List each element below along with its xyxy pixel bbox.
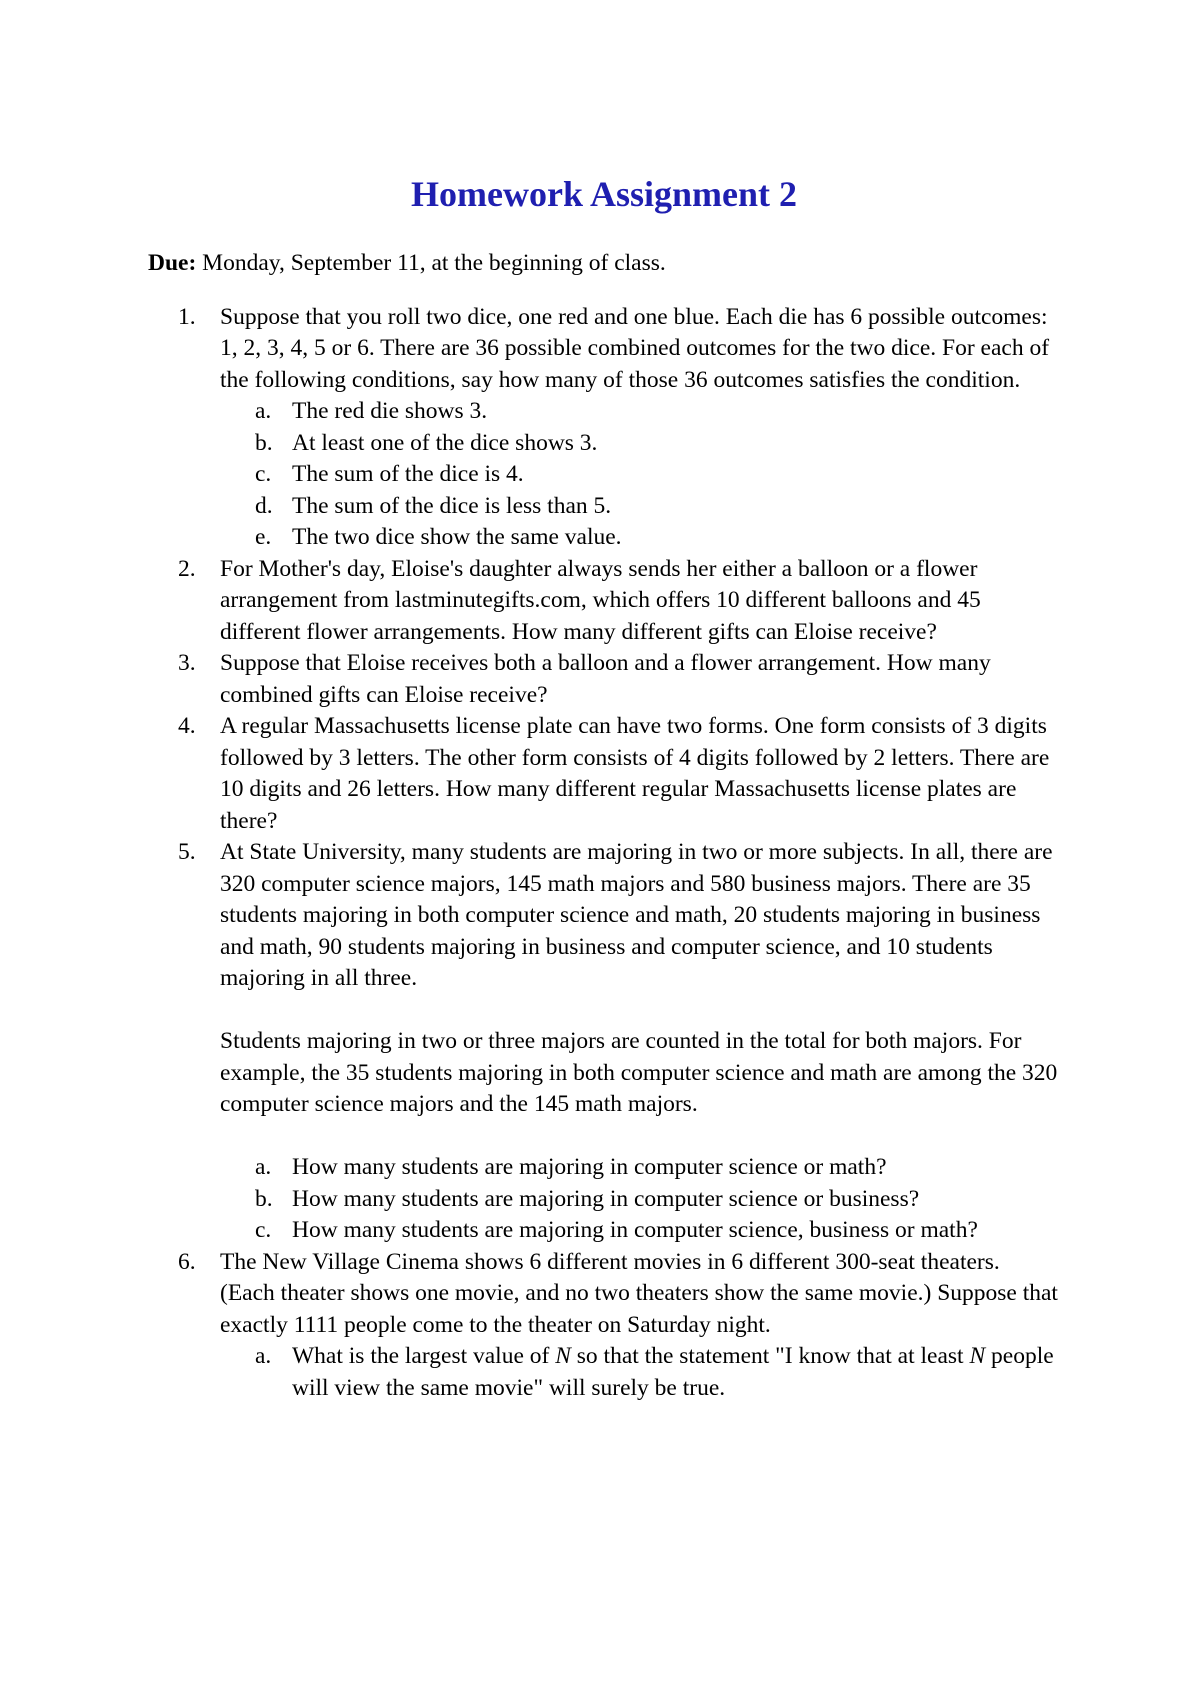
- sub-question-text-end: people will view the same movie" will surely be true.: [292, 1343, 1054, 1401]
- sub-question-text: At least one of the dice shows 3.: [292, 429, 598, 456]
- sub-question: [220, 1341, 1060, 1404]
- sub-question-letter: b.: [255, 1185, 273, 1212]
- due-line: [148, 248, 1060, 280]
- sub-question-list: [220, 1341, 1060, 1404]
- sub-question-text-start: What is the largest value of: [292, 1343, 556, 1369]
- sub-question-text: [292, 1343, 1054, 1401]
- sub-question: [220, 1215, 1060, 1247]
- due-label: Due:: [148, 250, 197, 276]
- variable-n: N: [555, 1343, 571, 1369]
- sub-question: [220, 1152, 1060, 1184]
- sub-question-letter: a.: [255, 1154, 272, 1180]
- variable-n: N: [969, 1343, 986, 1369]
- sub-question-text: The sum of the dice is less than 5.: [292, 492, 612, 519]
- problem-1: [148, 302, 1060, 554]
- sub-question-letter: a.: [255, 1343, 272, 1369]
- sub-question-letter: e.: [255, 524, 272, 550]
- sub-question-list: [220, 1152, 1060, 1247]
- sub-question: [220, 428, 1060, 460]
- sub-question: [220, 459, 1060, 491]
- problem-text: The New Village Cinema shows 6 different movies in 6 different 300-seat theaters. (Each theater shows one movie, and no two theaters show the same movie.) Suppose that exactly 1111 people come to the theater on Saturday night.: [220, 1248, 1058, 1338]
- sub-question: [220, 522, 1060, 554]
- problem-text: Suppose that Eloise receives both a balloon and a flower arrangement. How many combined gifts can Eloise receive?: [220, 650, 991, 708]
- sub-question: [220, 396, 1060, 428]
- problem-number: 1.: [178, 303, 196, 330]
- sub-question-text: The two dice show the same value.: [292, 524, 622, 550]
- problem-4: [148, 711, 1060, 837]
- sub-question-letter: c.: [255, 461, 272, 487]
- problem-text-continued: Students majoring in two or three majors are counted in the total for both majors. For example, the 35 students majoring in both computer science and math are among the 320 computer science majors and the 145 math majors.: [220, 1028, 1058, 1117]
- paragraph-gap: [220, 1121, 1060, 1153]
- sub-question-text: How many students are majoring in computer science, business or math?: [292, 1217, 978, 1243]
- problem-3: [148, 648, 1060, 711]
- sub-question: [220, 491, 1060, 523]
- problem-text: For Mother's day, Eloise's daughter always sends her either a balloon or a flower arrangement from lastminutegifts.com, which offers 10 different balloons and 45 different flower arrangements. How many different gifts can Eloise receive?: [220, 555, 981, 645]
- problem-text: A regular Massachusetts license plate can have two forms. One form consists of 3 digits followed by 3 letters. The other form consists of 4 digits followed by 2 letters. There are 10 digits and 26 letters. How many different regular Massachusetts license plates are there?: [220, 713, 1050, 834]
- problem-5: [148, 837, 1060, 1247]
- problem-text: At State University, many students are majoring in two or more subjects. In all, there are 320 computer science majors, 145 math majors and 580 business majors. There are 35 students majoring in both computer science and math, 20 students majoring in business and math, 90 students majoring in business and computer science, and 10 students majoring in all three.: [220, 839, 1053, 991]
- sub-question-text: How many students are majoring in computer science or math?: [292, 1154, 887, 1180]
- sub-question-text-middle: so that the statement "I know that at least: [570, 1343, 970, 1369]
- sub-question-letter: a.: [255, 398, 272, 424]
- sub-question-letter: c.: [255, 1217, 272, 1243]
- problem-list: [148, 302, 1060, 1405]
- sub-question-list: [220, 396, 1060, 554]
- problem-number: 4.: [178, 713, 196, 739]
- sub-question-text: The red die shows 3.: [292, 398, 488, 424]
- due-text: Monday, September 11, at the beginning of class.: [196, 250, 666, 276]
- page-title: Homework Assignment 2: [411, 174, 797, 214]
- problem-number: 3.: [178, 650, 196, 676]
- problem-2: [148, 554, 1060, 649]
- sub-question-text: The sum of the dice is 4.: [292, 461, 524, 487]
- problem-text: Suppose that you roll two dice, one red and one blue. Each die has 6 possible outcomes: 1, 2, 3, 4, 5 or 6. There are 36 possible combined outcomes for the two dice. For each of the following conditions, say how many of those 36 outcomes satisfies the condition.: [220, 303, 1050, 393]
- paragraph-gap: [220, 995, 1060, 1027]
- sub-question-text: How many students are majoring in computer science or business?: [292, 1185, 920, 1212]
- problem-number: 6.: [178, 1248, 196, 1275]
- problem-6: [148, 1247, 1060, 1405]
- problem-number: 2.: [178, 555, 196, 582]
- sub-question-letter: b.: [255, 429, 273, 456]
- sub-question-letter: d.: [255, 492, 273, 519]
- sub-question: [220, 1184, 1060, 1216]
- problem-number: 5.: [178, 839, 196, 865]
